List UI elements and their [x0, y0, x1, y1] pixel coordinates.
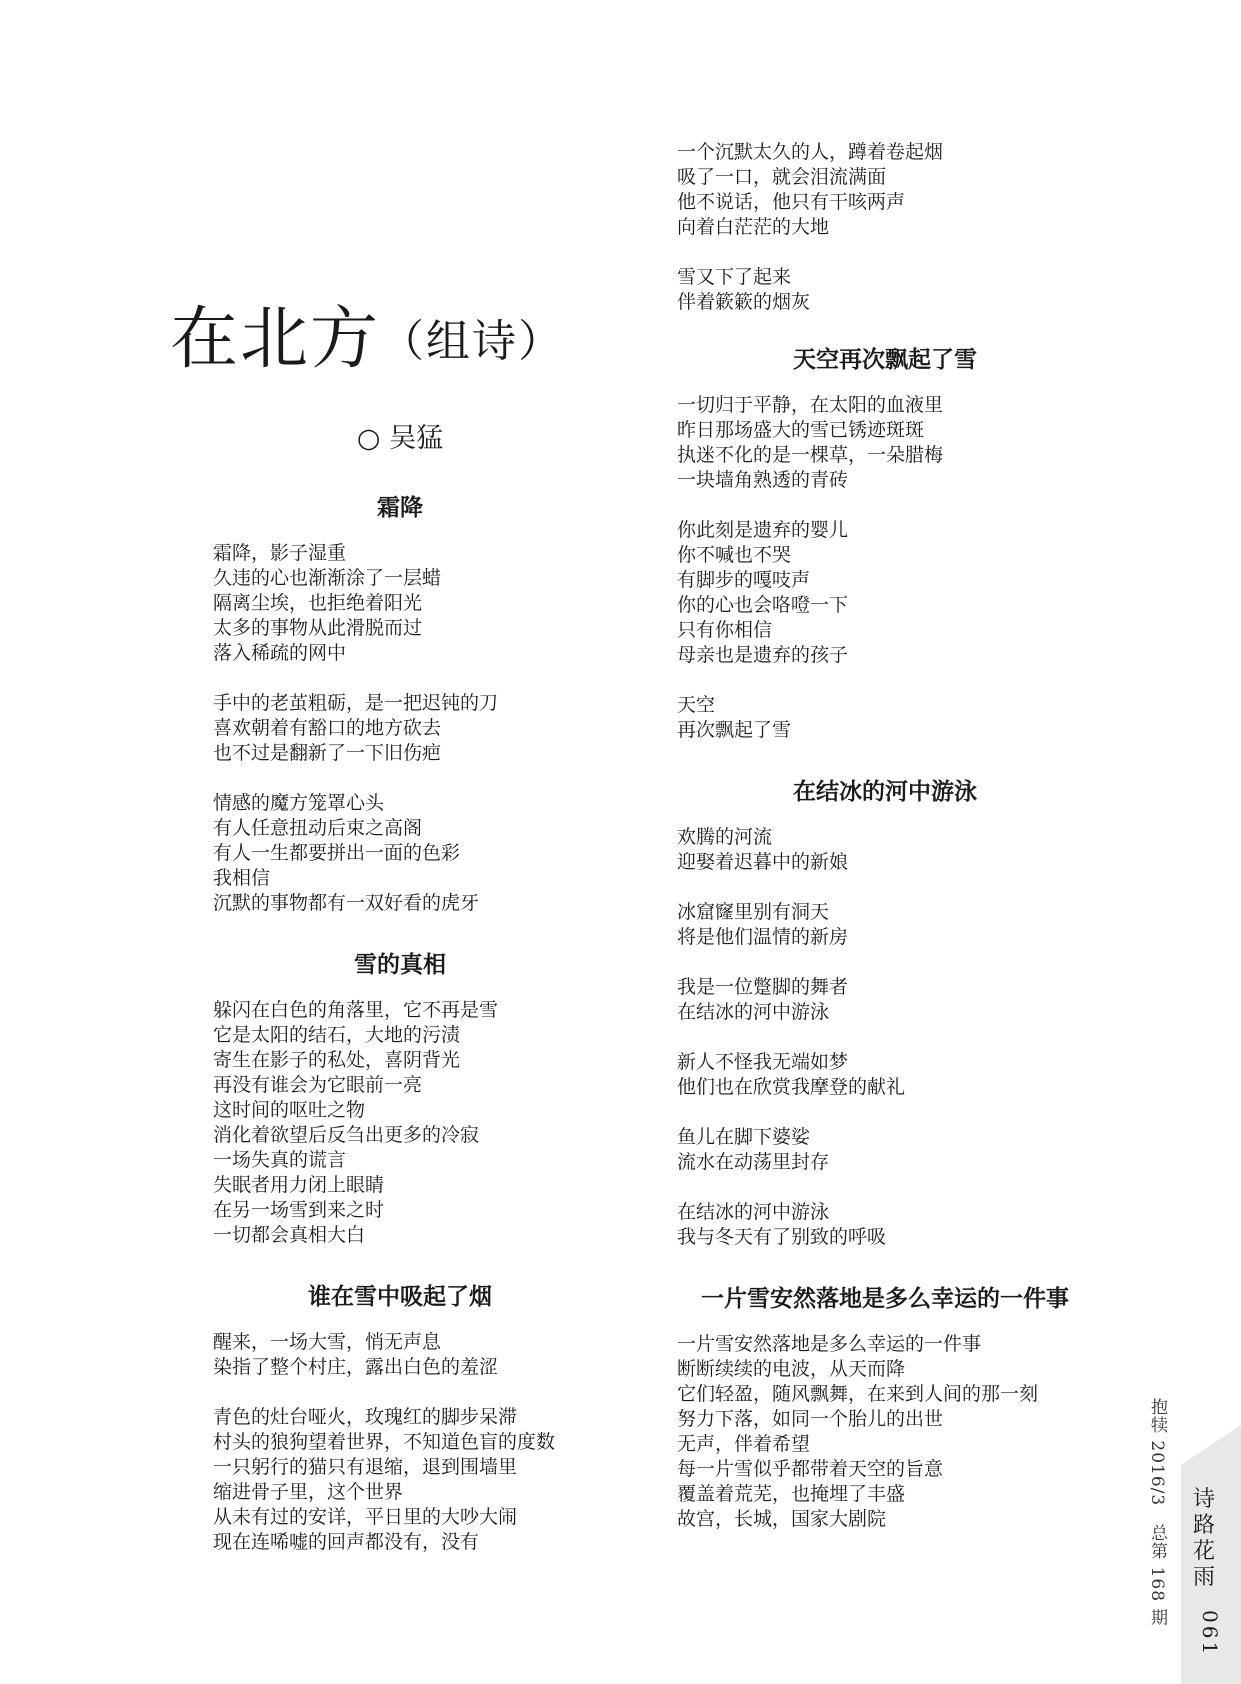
- poem-title: 霜降: [377, 495, 423, 521]
- poem-line: 这时间的呕吐之物: [213, 1099, 366, 1121]
- poem-line: 失眠者用力闭上眼睛: [213, 1174, 385, 1196]
- poem-line: 迎娶着迟暮中的新娘: [677, 851, 849, 873]
- poem-line: 落入稀疏的网中: [213, 642, 347, 664]
- poem-line: 它是太阳的结石，大地的污渍: [213, 1024, 461, 1046]
- stanza: [677, 693, 1110, 743]
- poem-line: 在结冰的河中游泳: [677, 1201, 830, 1223]
- stanza: [213, 791, 630, 916]
- issue-info: 抱犊 2016/3 总第 168 期: [1147, 1398, 1167, 1627]
- poem-line: 一个沉默太久的人，蹲着卷起烟: [677, 141, 944, 163]
- poem-line: 你此刻是遗弃的婴儿: [677, 519, 849, 541]
- poem-title: 在结冰的河中游泳: [793, 779, 977, 805]
- poem-line: 从未有过的安详，平日里的大吵大闹: [213, 1506, 518, 1528]
- page-number: 061: [1198, 1610, 1222, 1658]
- poem-line: 一切归于平静，在太阳的血液里: [677, 394, 944, 416]
- poem-line: 只有你相信: [677, 619, 773, 641]
- poem-line: 欢腾的河流: [677, 826, 773, 848]
- stanza: [677, 975, 1110, 1025]
- poem-line: 覆盖着荒芜，也掩埋了丰盛: [677, 1483, 906, 1505]
- poem-line: 伴着簌簌的烟灰: [677, 291, 811, 313]
- stanza: [677, 900, 1110, 950]
- poem-line: 流水在动荡里封存: [677, 1151, 830, 1173]
- stanza: [677, 1332, 1110, 1532]
- section-tab: [1181, 1425, 1241, 1684]
- poem: [170, 493, 630, 916]
- poem: [660, 1284, 1110, 1532]
- poem-line: 向着白茫茫的大地: [677, 216, 830, 238]
- stanza: [677, 393, 1110, 493]
- poem-line: 新人不怪我无端如梦: [677, 1051, 849, 1073]
- poem-line: 一片雪安然落地是多么幸运的一件事: [677, 1333, 982, 1355]
- poem-line: 躲闪在白色的角落里，它不再是雪: [213, 999, 499, 1021]
- poem: [660, 345, 1110, 743]
- poem-line: 情感的魔方笼罩心头: [213, 792, 385, 814]
- poem-line: 我是一位蹩脚的舞者: [677, 976, 849, 998]
- poem-line: 沉默的事物都有一双好看的虎牙: [213, 892, 480, 914]
- poem-line: 隔离尘埃，也拒绝着阳光: [213, 592, 423, 614]
- poem: [170, 950, 630, 1248]
- poem-line: 在结冰的河中游泳: [677, 1001, 830, 1023]
- poem-line: 手中的老茧粗砺，是一把迟钝的刀: [213, 692, 499, 714]
- poem: [170, 1282, 630, 1555]
- page-title: 在北方（组诗）: [170, 300, 565, 379]
- poem-line: 将是他们温情的新房: [677, 926, 849, 948]
- poem-line: 也不过是翻新了一下旧伤疤: [213, 742, 442, 764]
- poem-line: 有脚步的嘎吱声: [677, 569, 811, 591]
- poem-line: 太多的事物从此滑脱而过: [213, 617, 423, 639]
- poem-line: 我相信: [213, 867, 271, 889]
- poem-line: 一块墙角熟透的青砖: [677, 469, 849, 491]
- poem-line: 染指了整个村庄，露出白色的羞涩: [213, 1356, 499, 1378]
- poem: [660, 777, 1110, 1250]
- poem-line: 无声，伴着希望: [677, 1433, 811, 1455]
- right-column: [660, 140, 1110, 1566]
- poem-line: 每一片雪似乎都带着天空的旨意: [677, 1458, 944, 1480]
- stanza: [677, 265, 1110, 315]
- stanza: [213, 1330, 630, 1380]
- poem-line: 他不说话，他只有干咳两声: [677, 191, 906, 213]
- stanza: [677, 140, 1110, 240]
- poem-line: 它们轻盈，随风飘舞，在来到人间的那一刻: [677, 1383, 1039, 1405]
- poem-line: 你不喊也不哭: [677, 544, 792, 566]
- poem-line: 久违的心也渐渐涂了一层蜡: [213, 567, 442, 589]
- poem-line: 冰窟窿里别有洞天: [677, 901, 830, 923]
- poem-line: 执迷不化的是一棵草，一朵腊梅: [677, 444, 944, 466]
- author: ○ 吴猛: [356, 423, 444, 454]
- poem-line: 再次飘起了雪: [677, 719, 792, 741]
- poem-line: 鱼儿在脚下婆娑: [677, 1126, 811, 1148]
- poem-line: 昨日那场盛大的雪已锈迹斑斑: [677, 419, 925, 441]
- poem-line: 故宫，长城，国家大剧院: [677, 1508, 887, 1530]
- poem-line: 他们也在欣赏我摩登的献礼: [677, 1076, 906, 1098]
- poem-title: 谁在雪中吸起了烟: [308, 1284, 492, 1310]
- poem-line: 有人任意扭动后束之高阁: [213, 817, 423, 839]
- poem-line: 有人一生都要拼出一面的色彩: [213, 842, 461, 864]
- poem-line: 我与冬天有了别致的呼吸: [677, 1226, 887, 1248]
- poem-line: 消化着欲望后反刍出更多的冷寂: [213, 1124, 480, 1146]
- poem-continuation: [660, 140, 1110, 315]
- poem-line: 再没有谁会为它眼前一亮: [213, 1074, 423, 1096]
- stanza: [677, 825, 1110, 875]
- stanza: [213, 998, 630, 1248]
- poem-line: 现在连唏嘘的回声都没有，没有: [213, 1531, 480, 1553]
- poem-line: 醒来，一场大雪，悄无声息: [213, 1331, 442, 1353]
- poem-line: 努力下落，如同一个胎儿的出世: [677, 1408, 944, 1430]
- poem-line: 青色的灶台哑火，玫瑰红的脚步呆滞: [213, 1406, 518, 1428]
- poem-title: 一片雪安然落地是多么幸运的一件事: [701, 1286, 1069, 1312]
- poem-line: 一切都会真相大白: [213, 1224, 366, 1246]
- poem-line: 一场失真的谎言: [213, 1149, 347, 1171]
- poem-line: 你的心也会咯噔一下: [677, 594, 849, 616]
- left-poems: [170, 493, 630, 1555]
- poem-line: 在另一场雪到来之时: [213, 1199, 385, 1221]
- poem-line: 母亲也是遗弃的孩子: [677, 644, 849, 666]
- poem-line: 喜欢朝着有豁口的地方砍去: [213, 717, 442, 739]
- poem-line: 断断续续的电波，从天而降: [677, 1358, 906, 1380]
- stanza: [677, 1200, 1110, 1250]
- left-column: [170, 300, 630, 1589]
- stanza: [213, 691, 630, 766]
- poem-line: 霜降，影子湿重: [213, 542, 347, 564]
- poem-title: 天空再次飘起了雪: [793, 347, 977, 373]
- poem-line: 雪又下了起来: [677, 266, 792, 288]
- poem-line: 吸了一口，就会泪流满面: [677, 166, 887, 188]
- section-name: 诗路花雨: [1192, 1487, 1215, 1590]
- poem-line: 天空: [677, 694, 716, 716]
- stanza: [677, 1050, 1110, 1100]
- poem-line: 寄生在影子的私处，喜阴背光: [213, 1049, 461, 1071]
- right-poems: [660, 345, 1110, 1532]
- poem-title: 雪的真相: [354, 952, 446, 978]
- stanza: [677, 518, 1110, 668]
- stanza: [677, 1125, 1110, 1175]
- poem-line: 村头的狼狗望着世界，不知道色盲的度数: [213, 1431, 556, 1453]
- poem-line: 缩进骨子里，这个世界: [213, 1481, 404, 1503]
- stanza: [213, 541, 630, 666]
- poem-line: 一只躬行的猫只有退缩，退到围墙里: [213, 1456, 518, 1478]
- stanza: [213, 1405, 630, 1555]
